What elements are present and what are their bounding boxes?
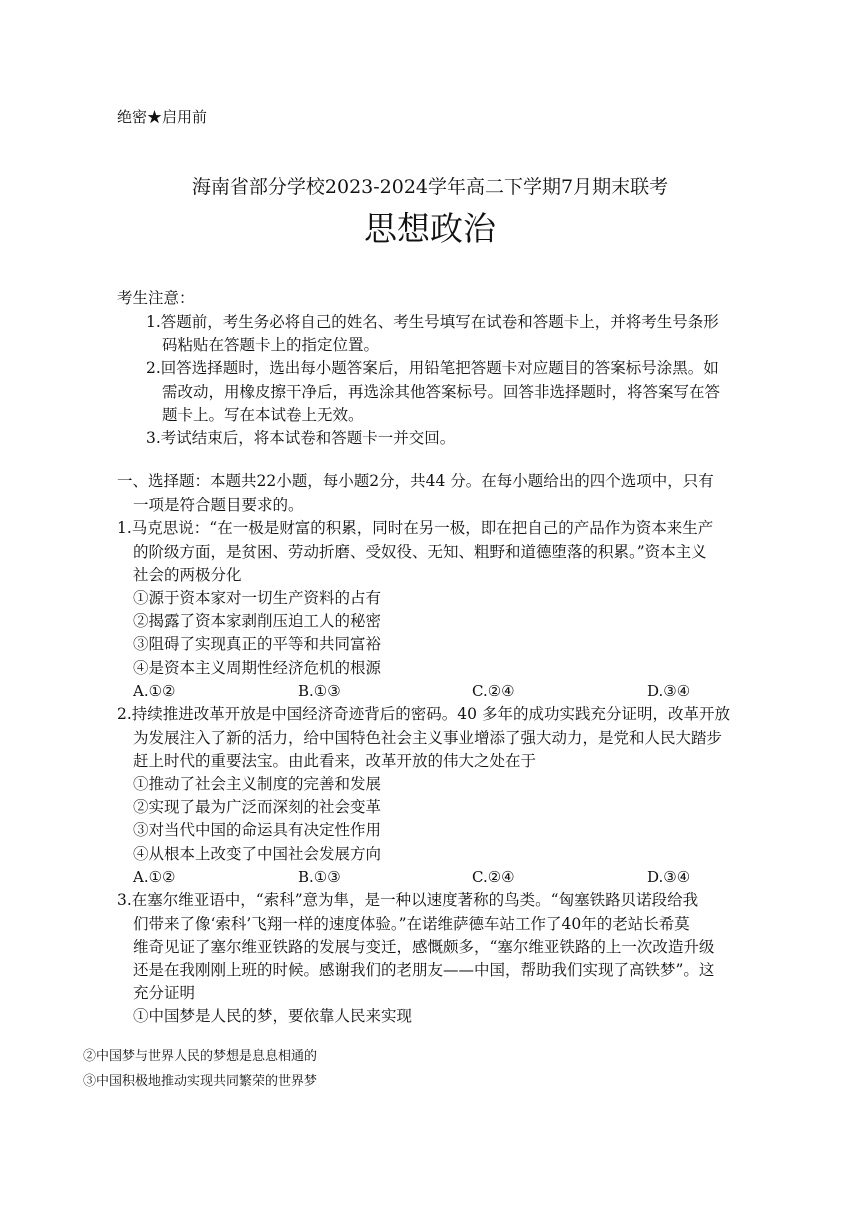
question-stem: 3.在塞尔维亚语中，“索科”意为隼，是一种以速度著称的鸟类。“匈塞铁路贝诺段给我 — [117, 891, 699, 909]
question-stem: 还是在我刚刚上班的时候。感谢我们的老朋友——中国，帮助我们实现了高铁梦”。这 — [133, 961, 715, 979]
question-item: ①推动了社会主义制度的完善和发展 — [133, 775, 382, 793]
question-item: ④是资本主义周期性经济危机的根源 — [133, 659, 382, 677]
question-stem: 们带来了像‘索科’飞翔一样的速度体验。”在诺维萨德车站工作了40年的老站长希莫 — [133, 915, 690, 933]
notice-heading: 考生注意： — [117, 289, 195, 307]
question-stem: 1.马克思说：“在一极是财富的积累，同时在另一极，即在把自己的产品作为资本来生产 — [117, 519, 714, 537]
question-stem: 维奇见证了塞尔维亚铁路的发展与变迁，感慨颇多，“塞尔维亚铁路的上一次改造升级 — [133, 938, 715, 956]
option-d: D.③④ — [647, 682, 691, 700]
option-d: D.③④ — [647, 868, 691, 886]
option-c: C.②④ — [472, 868, 515, 886]
option-b: B.①③ — [298, 682, 341, 700]
notice-line: 2.回答选择题时，选出每小题答案后，用铅笔把答题卡对应题目的答案标号涂黑。如 — [146, 359, 719, 377]
notice-line: 需改动，用橡皮擦干净后，再选涂其他答案标号。回答非选择题时，将答案写在答 — [162, 383, 721, 401]
question-item: ②实现了最为广泛而深刻的社会变革 — [133, 798, 382, 816]
confidential-label: 绝密★启用前 — [117, 108, 208, 126]
question-stem: 社会的两极分化 — [133, 566, 242, 584]
question-item: ③中国积极地推动实现共同繁荣的世界梦 — [83, 1074, 318, 1089]
question-item: ②揭露了资本家剥削压迫工人的秘密 — [133, 612, 382, 630]
notice-line: 3.考试结束后，将本试卷和答题卡一并交回。 — [146, 429, 456, 447]
notice-line: 题卡上。写在本试卷上无效。 — [162, 406, 364, 424]
question-item: ③对当代中国的命运具有决定性作用 — [133, 821, 382, 839]
question-stem: 为发展注入了新的活力，给中国特色社会主义事业增添了强大动力，是党和人民大踏步 — [133, 729, 723, 747]
notice-line: 码粘贴在答题卡上的指定位置。 — [162, 336, 380, 354]
option-a: A.①② — [133, 868, 176, 886]
subject-title: 思想政治 — [364, 209, 496, 248]
exam-title: 海南省部分学校2023-2024学年高二下学期7月期末联考 — [191, 176, 669, 198]
option-c: C.②④ — [472, 682, 515, 700]
section-heading: 一项是符合题目要求的。 — [133, 496, 304, 514]
option-a: A.①② — [133, 682, 176, 700]
option-b: B.①③ — [298, 868, 341, 886]
question-item: ④从根本上改变了中国社会发展方向 — [133, 845, 382, 863]
question-stem: 2.持续推进改革开放是中国经济奇迹背后的密码。40 多年的成功实践充分证明，改革开放 — [117, 705, 730, 723]
question-stem: 赶上时代的重要法宝。由此看来，改革开放的伟大之处在于 — [133, 752, 537, 770]
question-item: ②中国梦与世界人民的梦想是息息相通的 — [83, 1049, 318, 1064]
question-stem: 充分证明 — [133, 984, 196, 1002]
question-item: ①中国梦是人民的梦，要依靠人民来实现 — [133, 1007, 413, 1025]
question-item: ①源于资本家对一切生产资料的占有 — [133, 589, 382, 607]
notice-line: 1.答题前，考生务必将自己的姓名、考生号填写在试卷和答题卡上，并将考生号条形 — [146, 313, 719, 331]
question-item: ③阻碍了实现真正的平等和共同富裕 — [133, 635, 382, 653]
section-heading: 一、选择题：本题共22小题，每小题2分，共44 分。在每小题给出的四个选项中，只有 — [117, 472, 714, 490]
question-stem: 的阶级方面，是贫困、劳动折磨、受奴役、无知、粗野和道德堕落的积累。”资本主义 — [133, 543, 707, 561]
